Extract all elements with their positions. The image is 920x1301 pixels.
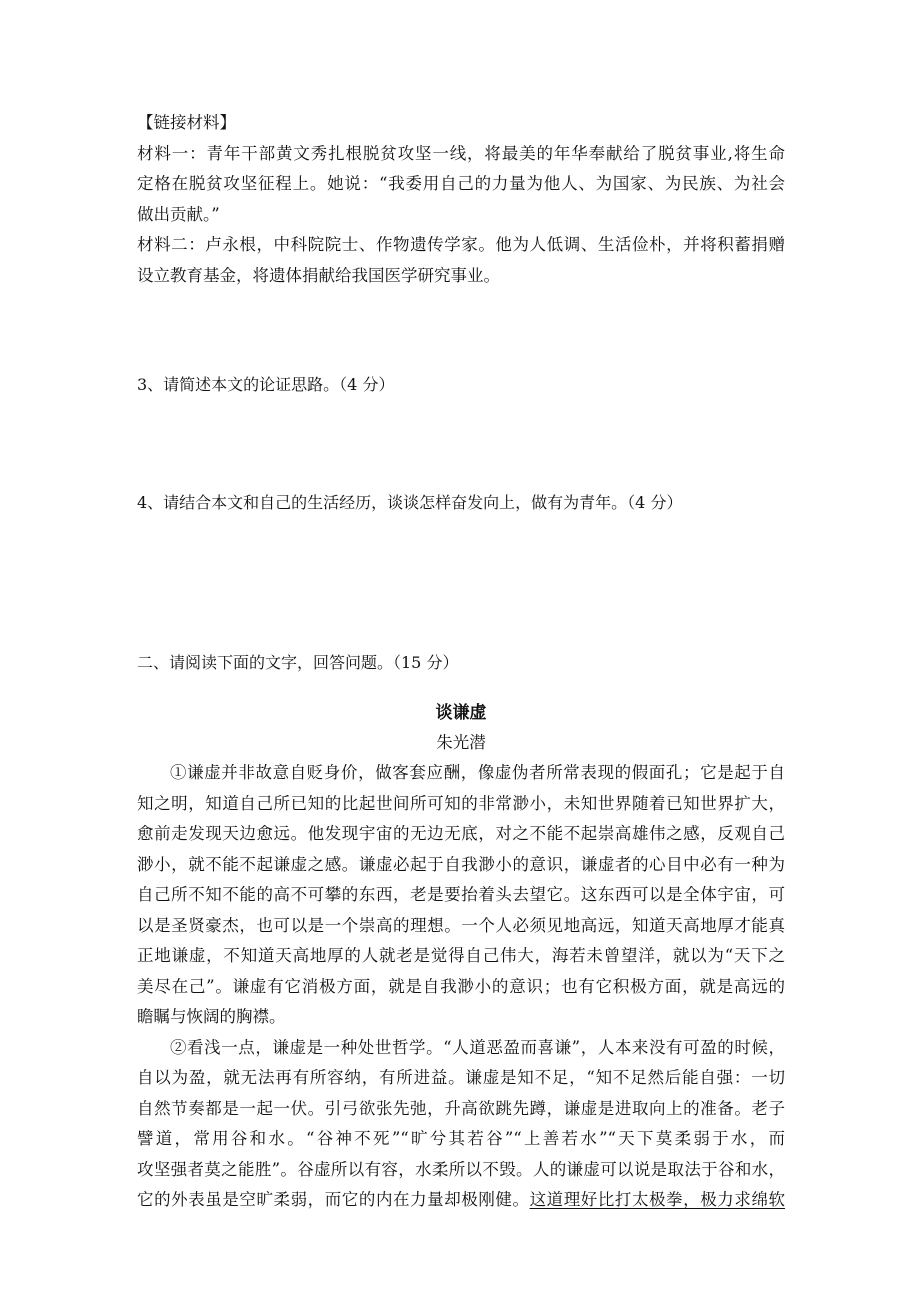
paragraph-line: 瞻瞩与恢阔的胸襟。 (137, 1007, 286, 1026)
paragraph-line: 自以为盈，就无法再有所容纳，有所进益。谦虚是知不足，“知不足然后能自强：一切 (137, 1068, 785, 1087)
article (137, 698, 785, 1216)
material-2-line: 材料二：卢永根，中科院院士、作物遗传学家。他为人低调、生活俭朴，并将积蓄捐赠 (137, 235, 785, 254)
paragraph-line-text: 它的外表虽是空旷柔弱，而它的内在力量却极刚健。 (137, 1190, 530, 1209)
question-4: 4、请结合本文和自己的生活经历，谈谈怎样奋发向上，做有为青年。（4 分） (137, 493, 683, 512)
paragraph-line: ①谦虚并非故意自贬身价，做客套应酬，像虚伪者所常表现的假面孔；它是起于自 (170, 763, 785, 782)
article-author: 朱光潜 (436, 733, 486, 752)
underlined-sentence: 这道理好比打太极拳，极力求绵软 (529, 1190, 786, 1209)
material-1-line: 材料一：青年干部黄文秀扎根脱贫攻坚一线，将最美的年华奉献给了脱贫事业,将生命 (137, 143, 785, 163)
section-2-heading: 二、请阅读下面的文字，回答问题。（15 分） (137, 653, 459, 672)
material-1-line: 做出贡献。” (137, 204, 220, 224)
paragraph-line: 以是圣贤豪杰，也可以是一个崇高的理想。一个人必须见地高远，知道天高地厚才能真 (137, 915, 785, 935)
paragraph-line: 知之明，知道自己所已知的比起世间所可知的非常渺小，未知世界随着已知世界扩大， (137, 793, 785, 813)
article-title: 谈谦虚 (435, 703, 487, 723)
document-page (137, 108, 785, 1216)
paragraph-line: 譬道，常用谷和水。“谷神不死”“旷兮其若谷”“上善若水”“天下莫柔弱于水，而 (137, 1129, 785, 1148)
paragraph-line: 美尽在己”。谦虚有它消极方面，就是自我渺小的意识；也有它积极方面，就是高远的 (137, 976, 785, 996)
paragraph-line (137, 1185, 785, 1216)
material-1-line: 定格在脱贫攻坚征程上。她说：“我委用自己的力量为他人、为国家、为民族、为社会 (137, 174, 785, 193)
question-3: 3、请简述本文的论证思路。（4 分） (137, 375, 395, 394)
paragraph-line: 自己所不知不能的高不可攀的东西，老是要抬着头去望它。这东西可以是全体宇宙，可 (137, 885, 785, 904)
paragraph-line: ②看浅一点，谦虚是一种处世哲学。“人道恶盈而喜谦”，人本来没有可盈的时候， (170, 1037, 785, 1057)
paragraph-line: 愈前走发现天边愈远。他发现宇宙的无边无底，对之不能不起崇高雄伟之感，反观自己 (137, 824, 785, 843)
article-paragraph-2 (137, 1033, 785, 1216)
paragraph-line: 攻坚强者莫之能胜”。谷虚所以有容，水柔所以不毁。人的谦虚可以说是取法于谷和水， (137, 1159, 785, 1179)
link-materials (137, 108, 785, 291)
paragraph-line: 自然节奏都是一起一伏。引弓欲张先弛，升高欲跳先蹲，谦虚是进取向上的准备。老子 (137, 1098, 785, 1118)
link-materials-header: 【链接材料】 (137, 113, 236, 132)
material-2-line: 设立教育基金，将遗体捐献给我国医学研究事业。 (137, 265, 500, 285)
paragraph-line: 正地谦虚，不知道天高地厚的人就老是觉得自己伟大，海若未曾望洋，就以为“天下之 (137, 946, 785, 965)
article-paragraph-1 (137, 758, 785, 1033)
paragraph-line: 渺小，就不能不起谦虚之感。谦虚必起于自我渺小的意识，谦虚者的心目中必有一种为 (137, 854, 785, 874)
